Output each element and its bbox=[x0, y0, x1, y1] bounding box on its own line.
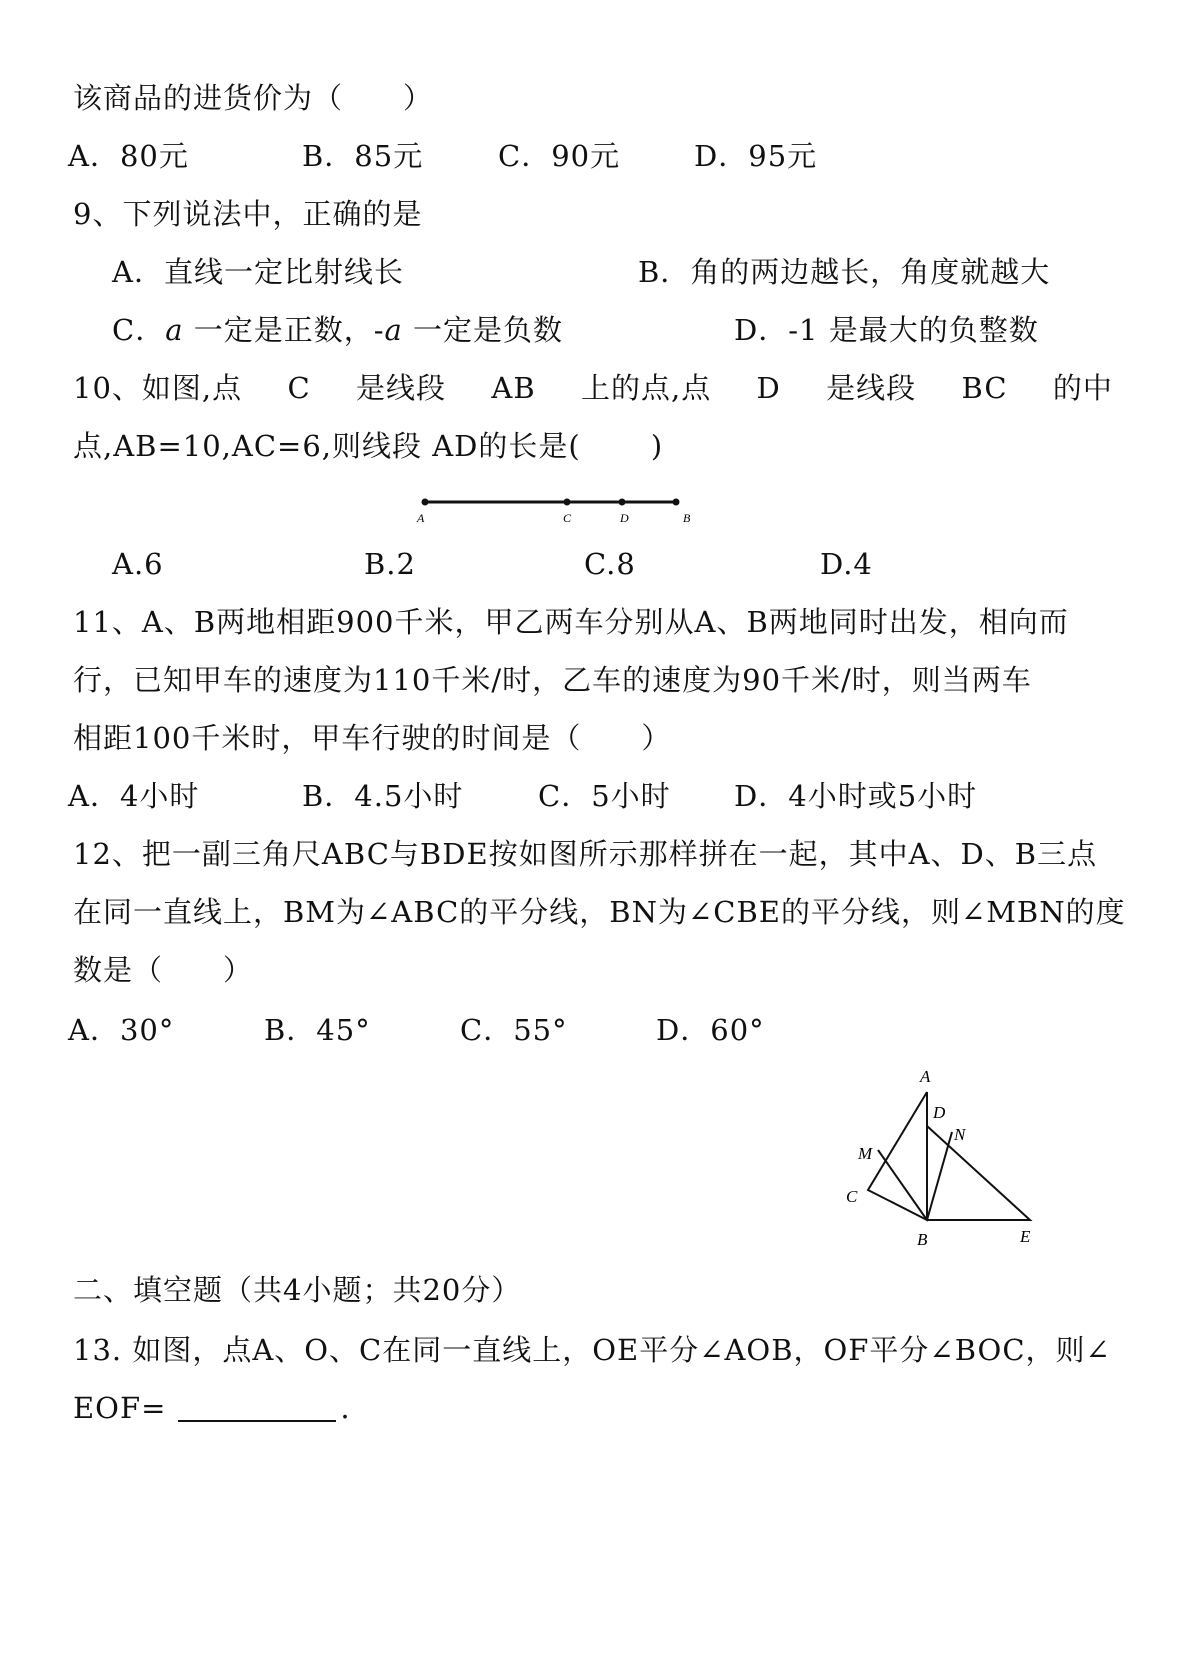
q10-word: 的中 bbox=[1052, 371, 1113, 405]
point-c bbox=[564, 499, 571, 506]
q8-stem-tail: 该商品的进货价为（ ） bbox=[73, 81, 434, 115]
q10-word: C bbox=[287, 371, 311, 405]
point-a bbox=[422, 499, 429, 506]
label-m: M bbox=[858, 1144, 873, 1163]
q10-word: 是线段 bbox=[356, 371, 447, 405]
label-e: E bbox=[1020, 1227, 1031, 1246]
q11-stem-line1: 11、A、B两地相距900千米，甲乙两车分别从A、B两地同时出发，相向而 bbox=[73, 605, 1069, 639]
q10-stem-line2: 点,AB=10,AC=6,则线段 AD的长是( ) bbox=[73, 429, 664, 463]
q13-stem-line2 bbox=[73, 1388, 351, 1428]
q9-option-c-var2: a bbox=[384, 313, 403, 347]
q11-option-b: B．4.5小时 bbox=[302, 779, 464, 813]
q10-word: AB bbox=[491, 371, 536, 405]
q12-stem-line3: 数是（ ） bbox=[73, 953, 254, 987]
q12-stem-line2: 在同一直线上，BM为∠ABC的平分线，BN为∠CBE的平分线，则∠MBN的度 bbox=[73, 895, 1126, 929]
point-d bbox=[619, 499, 626, 506]
q9-option-a: A．直线一定比射线长 bbox=[112, 255, 404, 289]
q13-eof-label: EOF= bbox=[73, 1391, 167, 1425]
q9-option-c bbox=[112, 310, 563, 350]
q11-option-d: D．4小时或5小时 bbox=[734, 779, 978, 813]
triangle-abc bbox=[868, 1092, 927, 1220]
q12-option-a: A．30° bbox=[68, 1013, 175, 1047]
q8-option-c: C．90元 bbox=[498, 139, 621, 173]
label-a: A bbox=[417, 511, 425, 525]
q10-word: D bbox=[756, 371, 781, 405]
q10-word: 是线段 bbox=[826, 371, 917, 405]
section-heading: 二、填空题（共4小题；共20分） bbox=[73, 1273, 522, 1307]
q8-option-a: A．80元 bbox=[68, 139, 189, 173]
q9-option-d: D．-1 是最大的负整数 bbox=[734, 313, 1039, 347]
point-b bbox=[673, 499, 680, 506]
bisector-bn bbox=[927, 1132, 952, 1220]
q13-period: . bbox=[340, 1391, 351, 1425]
label-c: C bbox=[846, 1187, 858, 1206]
q9-option-b: B．角的两边越长，角度就越大 bbox=[638, 255, 1051, 289]
label-c: C bbox=[563, 511, 572, 525]
label-n: N bbox=[954, 1125, 966, 1144]
q11-option-a: A．4小时 bbox=[68, 779, 200, 813]
q11-option-c: C．5小时 bbox=[538, 779, 671, 813]
q8-option-b: B．85元 bbox=[302, 139, 424, 173]
q10-stem-line1 bbox=[73, 368, 1113, 408]
q8-option-d: D．95元 bbox=[694, 139, 818, 173]
q9-option-c-text1: 一定是正数，- bbox=[183, 313, 385, 347]
q10-option-c: C.8 bbox=[584, 547, 636, 581]
q9-stem: 9、下列说法中，正确的是 bbox=[73, 197, 423, 231]
q12-option-c: C．55° bbox=[460, 1013, 568, 1047]
q9-option-c-var: a bbox=[165, 313, 184, 347]
triangles-figure bbox=[830, 1060, 1060, 1260]
answer-blank[interactable] bbox=[178, 1394, 336, 1422]
q11-stem-line2: 行，已知甲车的速度为110千米/时，乙车的速度为90千米/时，则当两车 bbox=[73, 663, 1032, 697]
triangle-bde bbox=[927, 1126, 1030, 1220]
q10-option-a: A.6 bbox=[112, 547, 164, 581]
q9-option-c-label: C． bbox=[112, 313, 166, 347]
q12-option-b: B．45° bbox=[264, 1013, 371, 1047]
label-b: B bbox=[917, 1230, 928, 1249]
label-d: D bbox=[933, 1103, 946, 1122]
q10-word: 10、如图,点 bbox=[73, 371, 243, 405]
q10-word: 上的点,点 bbox=[580, 371, 712, 405]
label-a: A bbox=[920, 1067, 931, 1086]
q10-option-d: D.4 bbox=[820, 547, 873, 581]
bisector-bm bbox=[878, 1150, 927, 1220]
q11-stem-line3: 相距100千米时，甲车行驶的时间是（ ） bbox=[73, 721, 672, 755]
label-b: B bbox=[683, 511, 691, 525]
q9-option-c-text2: 一定是负数 bbox=[402, 313, 564, 347]
q10-option-b: B.2 bbox=[364, 547, 416, 581]
segment-figure bbox=[417, 490, 720, 550]
q10-word: BC bbox=[961, 371, 1008, 405]
q12-option-d: D．60° bbox=[656, 1013, 765, 1047]
label-d: D bbox=[620, 511, 629, 525]
q13-stem-line1: 13. 如图，点A、O、C在同一直线上，OE平分∠AOB，OF平分∠BOC，则∠ bbox=[73, 1333, 1111, 1367]
q12-stem-line1: 12、把一副三角尺ABC与BDE按如图所示那样拼在一起，其中A、D、B三点 bbox=[73, 837, 1098, 871]
